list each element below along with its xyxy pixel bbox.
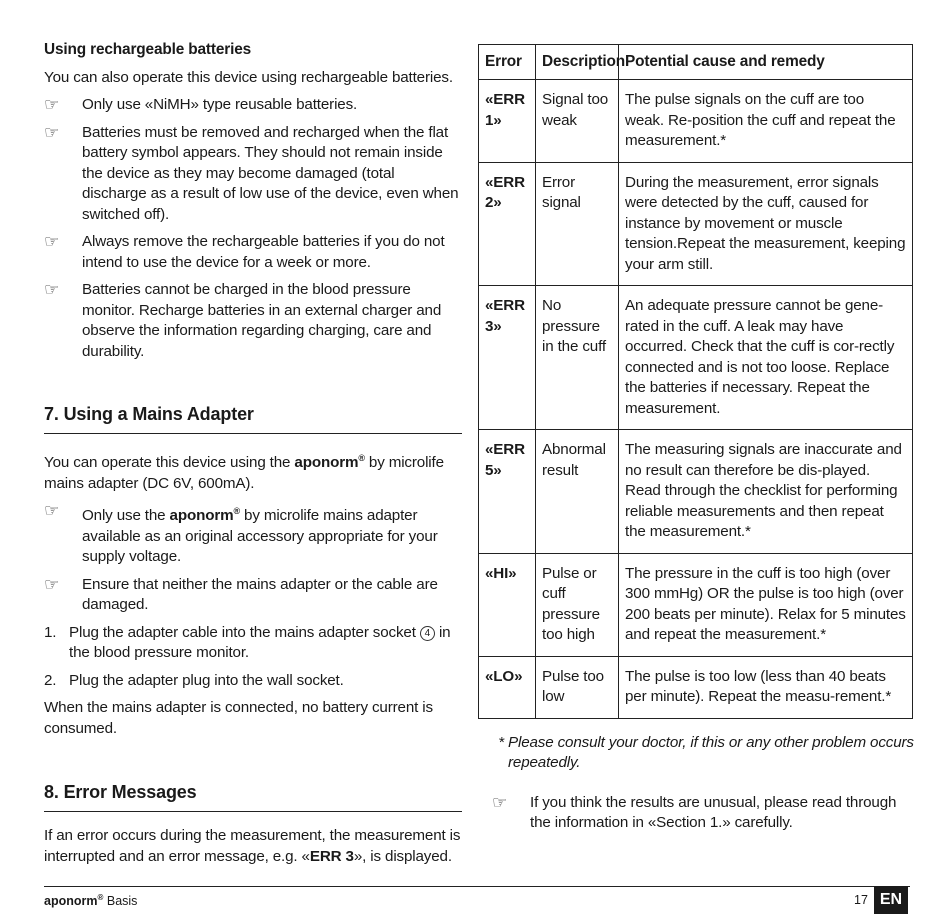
list-item bbox=[44, 232, 462, 273]
list-item bbox=[44, 501, 462, 568]
step-number: 1. bbox=[44, 623, 57, 641]
numbered-step bbox=[44, 623, 462, 664]
socket-reference: 4 bbox=[420, 626, 435, 641]
tip-text: If you think the results are unusual, please read through the information in «Section 1.» carefully. bbox=[530, 793, 897, 831]
mains-intro-post: by microlife mains adapter (DC 6V, 600mA). bbox=[44, 454, 444, 492]
mains-intro bbox=[44, 448, 462, 494]
error-code: «HI» bbox=[479, 553, 536, 656]
table-row bbox=[479, 80, 913, 163]
bullet-text: Batteries must be removed and recharged when the flat battery symbol appears. They should not remain inside the device as they may become damaged (total discharge as a result of low use of the device, even when switched off). bbox=[82, 123, 459, 223]
batteries-heading: Using rechargeable batteries bbox=[44, 41, 252, 58]
bullet-text: Ensure that neither the mains adapter or the cable are damaged. bbox=[82, 575, 438, 614]
mains-adapter-heading: 7. Using a Mains Adapter bbox=[44, 403, 462, 434]
pointing-hand-icon: ☞ bbox=[44, 501, 60, 521]
errors-intro-pre: If an error occurs during the measurement, the measurement is interrupted and an error message, e.g. « bbox=[44, 827, 461, 865]
registered-mark: ® bbox=[233, 506, 240, 517]
table-row bbox=[479, 286, 913, 430]
column-header-error: Error bbox=[479, 45, 536, 80]
error-description: Error signal bbox=[536, 162, 619, 286]
step-pre: Plug the adapter cable into the mains adapter socket bbox=[69, 623, 420, 641]
footnote-asterisk: * bbox=[498, 733, 504, 751]
error-code-example: ERR 3 bbox=[309, 847, 354, 865]
step-text bbox=[69, 623, 462, 664]
footer-divider bbox=[44, 886, 910, 887]
error-code: «ERR 1» bbox=[479, 80, 536, 163]
page-number: 17 bbox=[854, 893, 868, 907]
error-description: Signal too weak bbox=[536, 80, 619, 163]
error-description: Abnormal result bbox=[536, 430, 619, 554]
error-messages-heading: 8. Error Messages bbox=[44, 781, 462, 812]
step-post: in the blood pressure monitor. bbox=[69, 623, 451, 662]
error-description: No pressure in the cuff bbox=[536, 286, 619, 430]
step-number: 2. bbox=[44, 671, 57, 689]
pointing-hand-icon: ☞ bbox=[44, 95, 60, 114]
step-text: Plug the adapter plug into the wall socket. bbox=[69, 671, 344, 689]
table-row bbox=[479, 430, 913, 554]
column-header-remedy: Potential cause and remedy bbox=[619, 45, 913, 80]
mains-note: When the mains adapter is connected, no battery current is consumed. bbox=[44, 699, 433, 737]
column-header-description: Description bbox=[536, 45, 619, 80]
error-code: «ERR 5» bbox=[479, 430, 536, 554]
bullet-text: Only use «NiMH» type reusable batteries. bbox=[82, 96, 358, 113]
error-remedy: An adequate pressure cannot be gene-rated in the cuff. A leak may have occurred. Check that the cuff is cor-rectly connected and is not too loose. Replace the batteries if necessary. Repeat the measurement. bbox=[619, 286, 913, 430]
footer-model: Basis bbox=[103, 894, 138, 909]
error-description: Pulse too low bbox=[536, 656, 619, 718]
bullet-text: Batteries cannot be charged in the blood pressure monitor. Recharge batteries in an external charger and observe the information regarding charging, care and durability. bbox=[82, 281, 442, 360]
right-column bbox=[478, 44, 914, 841]
errors-intro bbox=[44, 826, 462, 867]
pointing-hand-icon: ☞ bbox=[44, 280, 60, 299]
list-item bbox=[44, 123, 462, 226]
bullet-text: Always remove the rechargeable batteries if you do not intend to use the device for a week or more. bbox=[82, 233, 445, 271]
table-row bbox=[479, 553, 913, 656]
batteries-intro: You can also operate this device using rechargeable batteries. bbox=[44, 68, 453, 86]
error-code: «LO» bbox=[479, 656, 536, 718]
brand-name: aponorm bbox=[294, 454, 359, 472]
pointing-hand-icon: ☞ bbox=[44, 122, 60, 142]
error-remedy: The measuring signals are inaccurate and no result can therefore be dis-played. Read through the checklist for performing reliable measurements and then repeat the measurement.* bbox=[619, 430, 913, 554]
language-badge: EN bbox=[874, 886, 908, 914]
error-remedy: The pressure in the cuff is too high (over 300 mmHg) OR the pulse is too high (over 200 beats per minute). Relax for 5 minutes and repeat the measurement.* bbox=[619, 553, 913, 656]
footnote-text: Please consult your doctor, if this or any other problem occurs repeatedly. bbox=[508, 733, 914, 771]
list-item bbox=[44, 280, 462, 362]
footer-brand bbox=[44, 893, 137, 908]
mains-intro-pre: You can operate this device using the bbox=[44, 454, 295, 472]
bullet-pre: Only use the bbox=[82, 507, 170, 525]
error-code: «ERR 2» bbox=[479, 162, 536, 286]
error-table bbox=[478, 44, 913, 719]
table-row bbox=[479, 162, 913, 286]
footer-brand-name: aponorm bbox=[44, 894, 98, 909]
error-code: «ERR 3» bbox=[479, 286, 536, 430]
error-remedy: The pulse signals on the cuff are too weak. Re-position the cuff and repeat the measurement.* bbox=[619, 80, 913, 163]
footer-registered-mark: ® bbox=[97, 893, 104, 902]
error-remedy: The pulse is too low (less than 40 beats per minute). Repeat the measu-rement.* bbox=[619, 656, 913, 718]
list-item bbox=[44, 95, 462, 116]
brand-name: aponorm bbox=[169, 507, 234, 525]
registered-mark: ® bbox=[358, 453, 365, 463]
left-column bbox=[44, 40, 462, 874]
error-description: Pulse or cuff pressure too high bbox=[536, 553, 619, 656]
table-header-row bbox=[479, 45, 913, 80]
numbered-step bbox=[44, 671, 462, 692]
pointing-hand-icon: ☞ bbox=[44, 232, 60, 251]
table-row bbox=[479, 656, 913, 718]
pointing-hand-icon: ☞ bbox=[492, 792, 508, 812]
pointing-hand-icon: ☞ bbox=[44, 574, 60, 594]
bullet-text bbox=[82, 501, 462, 568]
error-remedy: During the measurement, error signals were detected by the cuff, caused for instance by movement or muscle tension.Repeat the measurement, keeping your arm still. bbox=[619, 162, 913, 286]
bullet-post: by microlife mains adapter available as an original accessory appropriate for your supply voltage. bbox=[82, 507, 438, 566]
errors-intro-post: », is displayed. bbox=[353, 847, 452, 865]
list-item bbox=[478, 793, 914, 834]
list-item bbox=[44, 575, 462, 616]
footnote bbox=[478, 733, 914, 774]
